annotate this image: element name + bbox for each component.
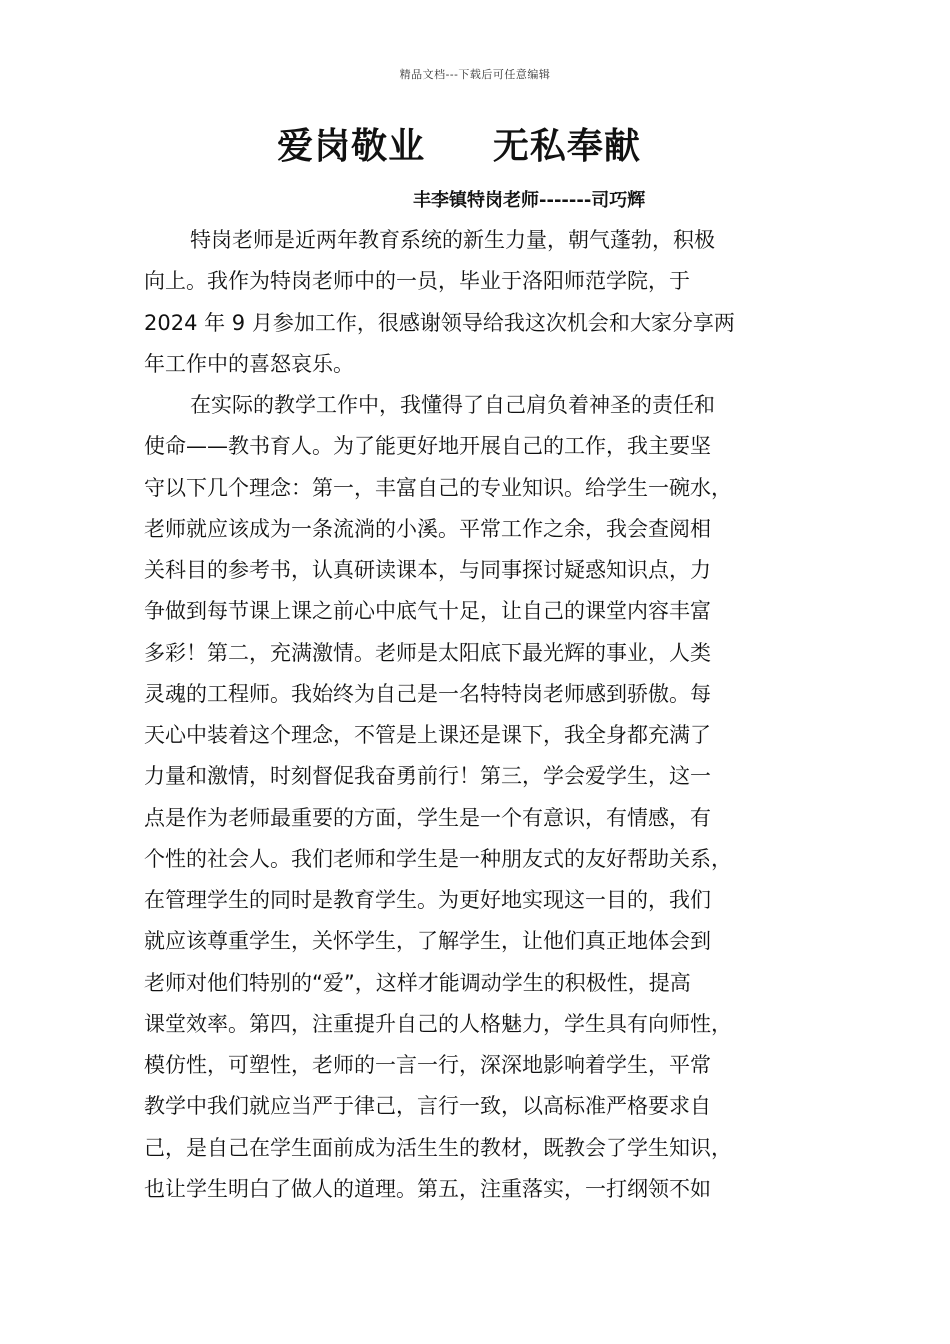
text-line: 个性的社会人。我们老师和学生是一种朋友式的友好帮助关系，: [144, 846, 732, 871]
paragraph-principles: [144, 385, 808, 1210]
text-line: 争做到每节课上课之前心中底气十足，让自己的课堂内容丰富: [144, 599, 711, 624]
text-line: 就应该尊重学生，关怀学生，了解学生，让他们真正地体会到: [144, 929, 711, 954]
text-line: 也让学生明白了做人的道理。第五，注重落实，一打纲领不如: [144, 1176, 711, 1201]
paragraph-intro: [144, 220, 808, 385]
text-line: 使命——教书育人。为了能更好地开展自己的工作，我主要坚: [144, 434, 711, 459]
text-line: 老师对他们特别的“爱”，这样才能调动学生的积极性，提高: [144, 970, 691, 995]
text-line: 在管理学生的同时是教育学生。为更好地实现这一目的，我们: [144, 888, 711, 912]
text-line: 教学中我们就应当严于律己，言行一致，以高标准严格要求自: [144, 1094, 711, 1119]
text-line: 模仿性，可塑性，老师的一言一行，深深地影响着学生，平常: [144, 1053, 711, 1077]
document-body: [144, 220, 808, 1210]
text-line: 己，是自己在学生面前成为活生生的教材，既教会了学生知识，: [144, 1135, 732, 1160]
text-line: 特岗老师是近两年教育系统的新生力量，朝气蓬勃，积极: [190, 228, 715, 252]
text-line: 多彩！第二，充满激情。老师是太阳底下最光辉的事业，人类: [144, 640, 711, 665]
text-line: 点是作为老师最重要的方面，学生是一个有意识，有情感，有: [144, 805, 711, 830]
text-line: 守以下几个理念：第一，丰富自己的专业知识。给学生一碗水，: [144, 475, 732, 500]
text-line: 在实际的教学工作中，我懂得了自己肩负着神圣的责任和: [190, 393, 715, 417]
text-line: 灵魂的工程师。我始终为自己是一名特特岗老师感到骄傲。每: [144, 681, 711, 706]
text-line: 向上。我作为特岗老师中的一员，毕业于洛阳师范学院，于: [144, 269, 690, 294]
text-line: 课堂效率。第四，注重提升自己的人格魅力，学生具有向师性，: [144, 1011, 732, 1036]
text-line: 老师就应该成为一条流淌的小溪。平常工作之余，我会查阅相: [144, 516, 711, 541]
text-line: 天心中装着这个理念，不管是上课还是课下，我全身都充满了: [144, 723, 711, 747]
document-title: 爱岗敬业 无私奉献: [277, 126, 641, 167]
page-header-note: 精品文档---下载后可任意编辑: [399, 68, 551, 81]
text-line: 年工作中的喜怒哀乐。: [144, 351, 354, 376]
text-line: 关科目的参考书，认真研读课本，与同事探讨疑惑知识点，力: [144, 558, 711, 582]
text-line: 力量和激情，时刻督促我奋勇前行！第三，学会爱学生，这一: [144, 764, 711, 789]
author-byline: 丰李镇特岗老师-------司巧辉: [413, 190, 646, 211]
text-line: 2024 年 9 月参加工作，很感谢领导给我这次机会和大家分享两: [144, 310, 735, 335]
